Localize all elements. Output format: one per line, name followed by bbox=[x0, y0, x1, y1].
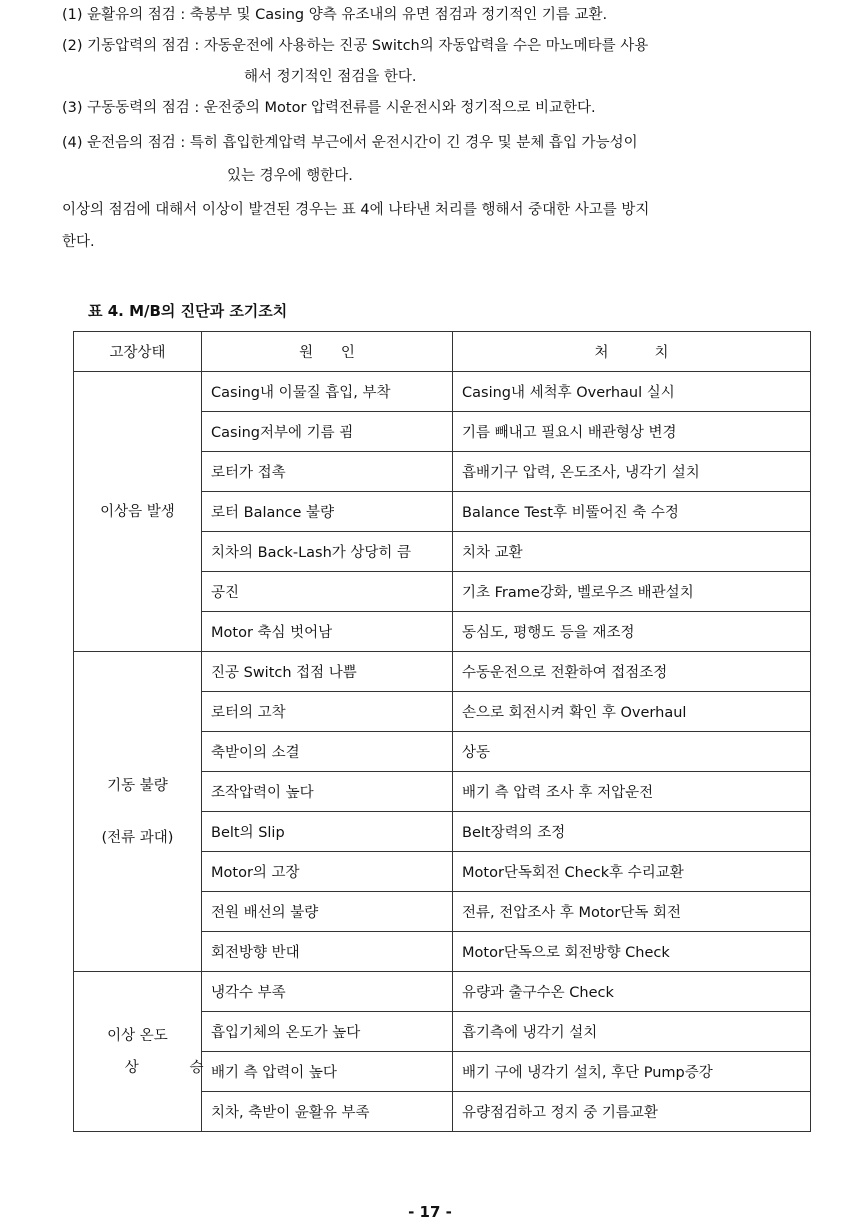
cause-cell: 축받이의 소결 bbox=[202, 732, 453, 772]
cause-cell: 로터가 접촉 bbox=[202, 452, 453, 492]
action-cell: 흡배기구 압력, 온도조사, 냉각기 설치 bbox=[453, 452, 811, 492]
summary-paragraph-cont: 한다. bbox=[62, 234, 95, 250]
page-number: - 17 - bbox=[408, 1203, 452, 1221]
cause-cell: Casing내 이물질 흡입, 부착 bbox=[202, 372, 453, 412]
cause-cell: Belt의 Slip bbox=[202, 812, 453, 852]
cause-cell: 냉각수 부족 bbox=[202, 972, 453, 1012]
header-fault: 고장상태 bbox=[74, 332, 202, 372]
cause-cell: 배기 측 압력이 높다 bbox=[202, 1052, 453, 1092]
cause-cell: 진공 Switch 접점 나쁨 bbox=[202, 652, 453, 692]
cause-cell: 회전방향 반대 bbox=[202, 932, 453, 972]
group-label-noise: 이상음 발생 bbox=[74, 372, 202, 652]
check-item-4: (4) 운전음의 점검 : 특히 흡입한계압력 부근에서 운전시간이 긴 경우 및 분체 흡입 가능성이 bbox=[62, 135, 638, 151]
action-cell: Motor단독으로 회전방향 Check bbox=[453, 932, 811, 972]
check-item-3: (3) 구동동력의 점검 : 운전중의 Motor 압력전류를 시운전시와 정기적으로 비교한다. bbox=[62, 100, 596, 116]
action-cell: 기초 Frame강화, 벨로우즈 배관설치 bbox=[453, 572, 811, 612]
action-cell: 치차 교환 bbox=[453, 532, 811, 572]
table-row bbox=[74, 652, 811, 692]
action-cell: 유량과 출구수온 Check bbox=[453, 972, 811, 1012]
check-item-2: (2) 기동압력의 점검 : 자동운전에 사용하는 진공 Switch의 자동압력을 수은 마노메타를 사용 bbox=[62, 38, 649, 54]
cause-cell: 치차의 Back-Lash가 상당히 큼 bbox=[202, 532, 453, 572]
table-row bbox=[74, 372, 811, 412]
header-action: 처 치 bbox=[453, 332, 811, 372]
cause-cell: 치차, 축받이 윤활유 부족 bbox=[202, 1092, 453, 1132]
action-cell: Balance Test후 비뚤어진 축 수정 bbox=[453, 492, 811, 532]
action-cell: 흡기측에 냉각기 설치 bbox=[453, 1012, 811, 1052]
table-row bbox=[74, 972, 811, 1012]
group-label-start-failure: 기동 불량 (전류 과대) bbox=[74, 652, 202, 972]
action-cell: 상동 bbox=[453, 732, 811, 772]
check-item-2-cont: 해서 정기적인 점검을 한다. bbox=[244, 69, 417, 85]
action-cell: Belt장력의 조정 bbox=[453, 812, 811, 852]
cause-cell: 공진 bbox=[202, 572, 453, 612]
action-cell: 유량점검하고 정지 중 기름교환 bbox=[453, 1092, 811, 1132]
action-cell: 손으로 회전시켜 확인 후 Overhaul bbox=[453, 692, 811, 732]
cause-cell: 조작압력이 높다 bbox=[202, 772, 453, 812]
cause-cell: Motor 축심 벗어남 bbox=[202, 612, 453, 652]
diagnosis-table bbox=[73, 331, 811, 1132]
cause-cell: 로터 Balance 불량 bbox=[202, 492, 453, 532]
group-label-temperature: 이상 온도 상승 bbox=[74, 972, 202, 1132]
action-cell: 수동운전으로 전환하여 접점조정 bbox=[453, 652, 811, 692]
cause-cell: Motor의 고장 bbox=[202, 852, 453, 892]
action-cell: 배기 측 압력 조사 후 저압운전 bbox=[453, 772, 811, 812]
action-cell: 기름 빼내고 필요시 배관형상 변경 bbox=[453, 412, 811, 452]
action-cell: 동심도, 평행도 등을 재조정 bbox=[453, 612, 811, 652]
header-cause: 원 인 bbox=[202, 332, 453, 372]
cause-cell: 흡입기체의 온도가 높다 bbox=[202, 1012, 453, 1052]
action-cell: Motor단독회전 Check후 수리교환 bbox=[453, 852, 811, 892]
action-cell: 배기 구에 냉각기 설치, 후단 Pump증강 bbox=[453, 1052, 811, 1092]
check-item-4-cont: 있는 경우에 행한다. bbox=[227, 168, 353, 184]
action-cell: 전류, 전압조사 후 Motor단독 회전 bbox=[453, 892, 811, 932]
table-caption: 표 4. M/B의 진단과 조기조치 bbox=[88, 302, 288, 320]
cause-cell: 로터의 고착 bbox=[202, 692, 453, 732]
table-header-row bbox=[74, 332, 811, 372]
action-cell: Casing내 세척후 Overhaul 실시 bbox=[453, 372, 811, 412]
cause-cell: Casing저부에 기름 굄 bbox=[202, 412, 453, 452]
summary-paragraph: 이상의 점검에 대해서 이상이 발견된 경우는 표 4에 나타낸 처리를 행해서 중대한 사고를 방지 bbox=[62, 202, 650, 218]
check-item-1: (1) 윤활유의 점검 : 축봉부 및 Casing 양측 유조내의 유면 점검과 정기적인 기름 교환. bbox=[62, 7, 608, 23]
cause-cell: 전원 배선의 불량 bbox=[202, 892, 453, 932]
